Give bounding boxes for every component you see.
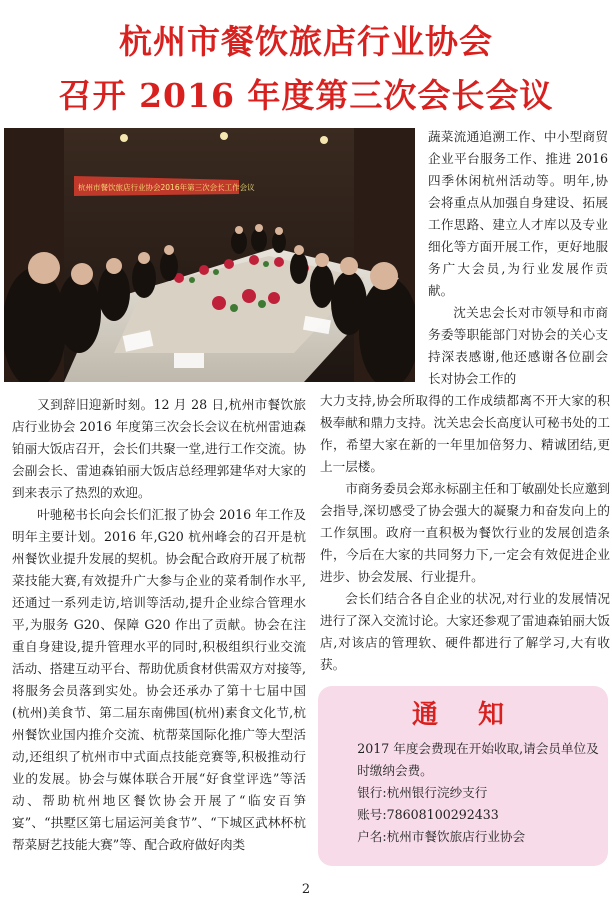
paragraph: 市商务委员会郑永标副主任和丁敏副处长应邀到会指导,深切感受了协会强大的凝聚力和奋发向上的工作氛围。政府一直积极为餐饮行业的发展创造条件，今后在大家的共同努力下,一定会有效促进企业进步、协会发展、行业提升。 [320,481,610,584]
meeting-photo [4,128,415,382]
article-left-column [12,394,306,856]
notice-holder: 户名:杭州市餐饮旅店行业协会 [357,829,526,844]
notice-body [332,738,600,848]
article-right-column [320,390,610,676]
title-line-1: 杭州市餐饮旅店行业协会 [119,22,493,61]
article-right-top [428,126,608,390]
notice-intro: 2017 年度会费现在开始收取,请会员单位及时缴纳会费。 [357,741,599,778]
paragraph: 叶驰秘书长向会长们汇报了协会 2016 年工作及明年主要计划。2016 年,G20 杭州峰会的召开是杭州餐饮业提升发展的契机。协会配合政府开展了杭帮菜技能大赛,有效提升广大参与企业的菜肴制作水平,还通过一系列走访,培训等活动,提升企业综合管理水平,为服务 G20、保障 G20 作出了贡献。协会在注重自身建设,提升管理水平的同时,积极组织行业交流活动、搭建互动平台、帮助优质食材供需双方对接等,将服务会员落到实处。协会还承办了第十七届中国(杭州)美食节、第二届东南佛国(杭州)素食文化节,杭州餐饮业国内推介交流、杭帮菜国际化推广等大型活动,还组织了杭州市中式面点技能竞赛等,积极推动行业的发展。协会与媒体联合开展“好食堂评选”等活动、帮助杭州地区餐饮协会开展了“临安百笋宴”、“拱墅区第七届运河美食节”、“下城区武林杯杭帮菜厨艺技能大赛”等、配合政府做好肉类 [12,507,306,852]
paragraph: 蔬菜流通追溯工作、中小型商贸企业平台服务工作、推进 2016 四季休闲杭州活动等。明年,协会将重点从加强自身建设、拓展工作思路、建立人才库以及专业细化等方面开展工作，更好地服务广大会员,为行业发展作贡献。 [428,129,608,298]
banner-text: 杭州市餐饮旅店行业协会2016年第三次会长工作会议 [78,183,255,192]
paragraph: 会长们结合各自企业的状况,对行业的发展情况进行了深入交流讨论。大家还参观了雷迪森铂丽大饭店,对该店的管理软、硬件都进行了解学习,大有收获。 [320,591,610,672]
paragraph: 又到辞旧迎新时刻。12 月 28 日,杭州市餐饮旅店行业协会 2016 年度第三次会长会议在杭州雷迪森铂丽大饭店召开，会长们共聚一堂,进行工作交流。协会副会长、雷迪森铂丽大饭店总经理郭建华对大家的到来表示了热烈的欢迎。 [12,397,306,500]
page-number: 2 [301,882,311,897]
notice-account: 账号:78608100292433 [357,807,499,822]
title-line-2: 召开 2016 年度第三次会长会议 [58,76,554,115]
notice-title: 通知 [411,700,544,730]
notice-bank: 银行:杭州银行浣纱支行 [357,785,488,800]
notice-box [318,686,608,866]
paragraph: 沈关忠会长对市领导和市商务委等职能部门对协会的关心支持深表感谢,他还感谢各位副会长对协会工作的 [428,305,608,386]
paragraph: 大力支持,协会所取得的工作成绩都离不开大家的积极奉献和鼎力支持。沈关忠会长高度认可秘书处的工作，希望大家在新的一年里加倍努力、精诚团结,更上一层楼。 [320,393,610,474]
